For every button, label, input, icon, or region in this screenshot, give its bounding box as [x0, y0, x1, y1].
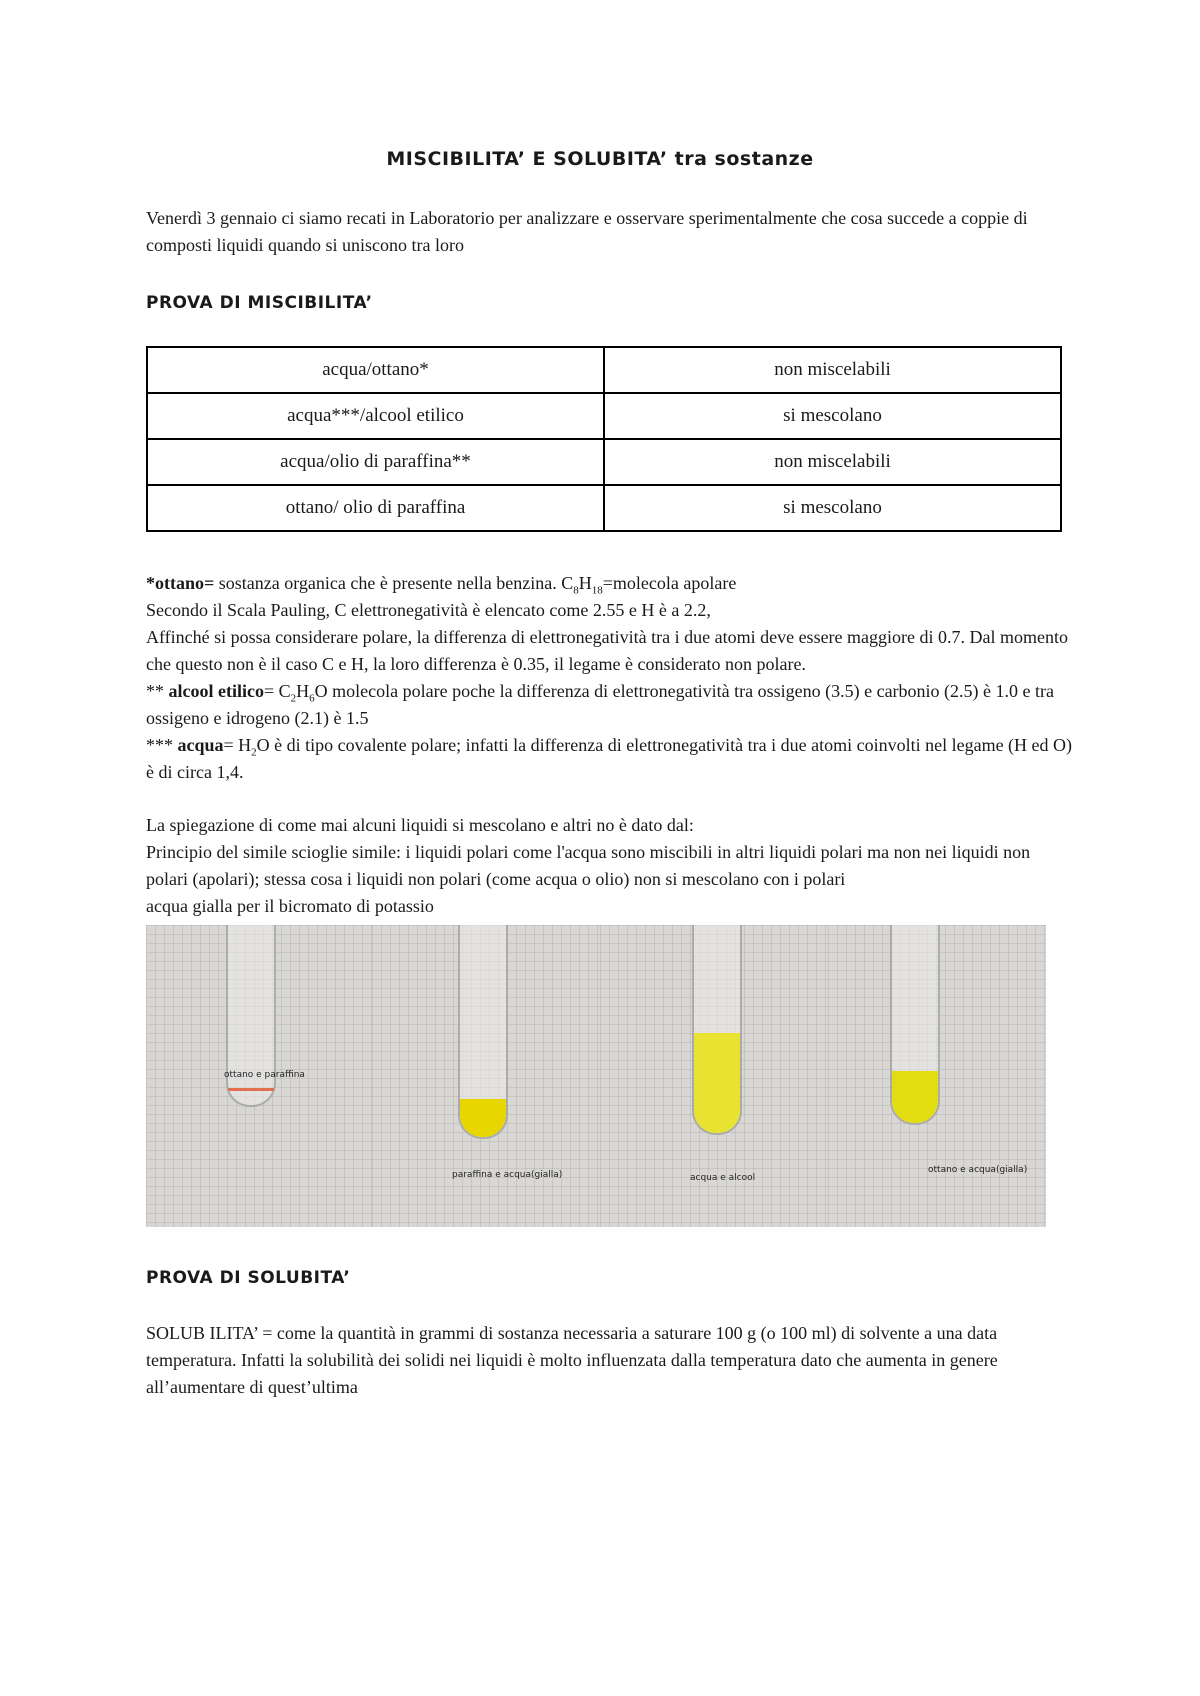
note-text: O molecola polare poche la differenza di elettronegatività tra ossigeno (3.5) e carbonio (2.5) è 1.0 e tra ossigeno e idrogeno (2.1) è 1.5 — [146, 681, 1055, 728]
test-tube-image — [458, 925, 508, 1139]
subscript: 2 — [290, 692, 297, 705]
explanation-line: acqua gialla per il bicromato di potassio — [146, 896, 434, 916]
note-label: acqua — [177, 735, 224, 755]
note-text: O è di tipo covalente polare; infatti la differenza di elettronegatività tra i due atomi coinvolti nel legame (H ed O) è di circa 1,4. — [146, 735, 1073, 782]
footnotes — [146, 570, 1076, 786]
test-tube-image — [890, 925, 940, 1125]
note-text: H — [296, 681, 310, 701]
liquid-level — [892, 1071, 938, 1123]
note-polar: Affinché si possa considerare polare, la differenza di elettronegatività tra i due atomi deve essere maggiore di 0.7. Dal momento che questo non è il caso C e H, la loro differenza è 0.35, il legame è considerato non polare. — [146, 627, 1068, 674]
liquid-level — [694, 1033, 740, 1133]
miscibility-heading: PROVA DI MISCIBILITA’ — [146, 293, 373, 313]
explanation — [146, 812, 1076, 920]
solubility-heading: PROVA DI SOLUBITA’ — [146, 1268, 351, 1288]
note-text: ** — [146, 681, 169, 701]
table-row — [147, 347, 1061, 393]
solubility-paragraph: SOLUB ILITA’ = come la quantità in grammi di sostanza necessaria a saturare 100 g (o 100 ml) di solvente a una data temperatura. Infatti la solubilità dei solidi nei liquidi è molto influenzata dalla temperatura dato che aumenta in genere all’aumentare di quest’ultima — [146, 1323, 998, 1397]
table-cell-pair: acqua***/alcool etilico — [147, 393, 604, 439]
photo-2 — [372, 925, 600, 1227]
note-text: = H — [223, 735, 252, 755]
table-cell-pair: acqua/ottano* — [147, 347, 604, 393]
table-row — [147, 393, 1061, 439]
photo-4 — [828, 925, 1046, 1227]
note-label: alcool etilico — [168, 681, 264, 701]
photo-3 — [600, 925, 828, 1227]
subscript: 2 — [251, 746, 257, 759]
note-pauling: Secondo il Scala Pauling, C elettronegatività è elencato come 2.55 e H è a 2.2, — [146, 600, 711, 620]
photo-caption: paraffina e acqua(gialla) — [452, 1170, 563, 1180]
miscibility-table — [146, 346, 1062, 532]
subscript: 8 — [573, 584, 579, 597]
subscript: 6 — [309, 692, 315, 705]
table-cell-pair: ottano/ olio di paraffina — [147, 485, 604, 531]
subscript: 18 — [591, 584, 603, 597]
table-cell-result: si mescolano — [604, 393, 1061, 439]
photo-caption: acqua e alcool — [690, 1173, 756, 1183]
note-label: *ottano= — [146, 573, 215, 593]
explanation-line: La spiegazione di come mai alcuni liquidi si mescolano e altri no è dato dal: — [146, 815, 694, 835]
liquid-level — [228, 1088, 274, 1105]
table-cell-pair: acqua/olio di paraffina** — [147, 439, 604, 485]
table-row — [147, 439, 1061, 485]
note-text: *** — [146, 735, 178, 755]
photo-1 — [146, 925, 372, 1227]
note-text: = C — [263, 681, 291, 701]
table-cell-result: si mescolano — [604, 485, 1061, 531]
table-cell-result: non miscelabili — [604, 347, 1061, 393]
note-ottano — [146, 570, 1076, 597]
note-text: H — [578, 573, 592, 593]
liquid-level — [460, 1099, 506, 1137]
photo-caption: ottano e acqua(gialla) — [928, 1165, 1028, 1175]
page-title: MISCIBILITA’ E SOLUBITA’ tra sostanze — [386, 148, 814, 170]
test-tube-image — [692, 925, 742, 1135]
test-tube-photos — [146, 925, 1046, 1227]
note-acqua — [146, 732, 1076, 786]
table-row — [147, 485, 1061, 531]
table-cell-result: non miscelabili — [604, 439, 1061, 485]
photo-caption: ottano e paraffina — [224, 1070, 305, 1080]
explanation-line: Principio del simile scioglie simile: i liquidi polari come l'acqua sono miscibili in altri liquidi polari ma non nei liquidi non polari (apolari); stessa cosa i liquidi non polari (come acqua o olio) non si mescolano con i polari — [146, 842, 1031, 889]
note-alcool — [146, 678, 1076, 732]
intro-paragraph: Venerdì 3 gennaio ci siamo recati in Laboratorio per analizzare e osservare sperimentalmente che cosa succede a coppie di composti liquidi quando si uniscono tra loro — [146, 208, 1028, 255]
note-text: =molecola apolare — [602, 573, 737, 593]
note-text: sostanza organica che è presente nella benzina. C — [214, 573, 574, 593]
